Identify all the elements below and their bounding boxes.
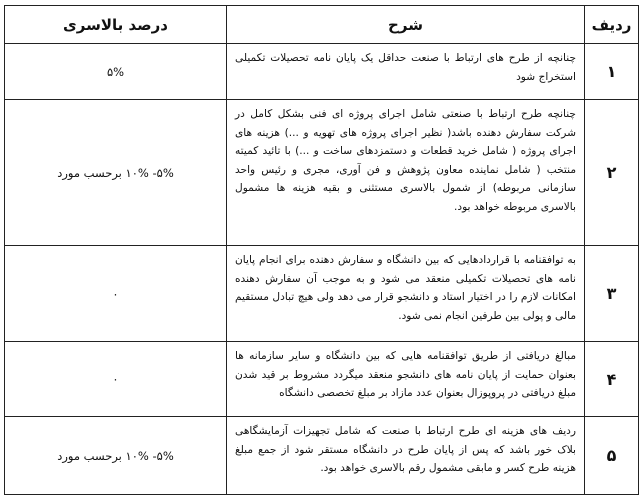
row-overhead-percent: ۵% <box>5 44 227 100</box>
row-number: ۳ <box>585 246 639 342</box>
row-overhead-percent: ۵%- ۱۰% برحسب مورد <box>5 100 227 246</box>
row-number: ۵ <box>585 417 639 495</box>
row-number: ۲ <box>585 100 639 246</box>
header-overhead-percent: درصد بالاسری <box>5 6 227 44</box>
overhead-table <box>4 5 639 495</box>
row-number: ۴ <box>585 342 639 417</box>
header-row <box>5 6 639 44</box>
table-row <box>5 342 639 417</box>
row-description: مبالغ دریافتی از طریق توافقنامه هایی که بین دانشگاه و سایر سازمانه ها بعنوان حمایت از پایان نامه های دانشجو منعقد میگردد مشروط بر قید شدن مبلغ دریافتی در پروپوزال بعنوان عدد مازاد بر مبلغ تخصصی دانشگاه <box>227 342 585 417</box>
table-row <box>5 44 639 100</box>
table-row <box>5 246 639 342</box>
header-row-number: ردیف <box>585 6 639 44</box>
table-row <box>5 417 639 495</box>
row-number: ۱ <box>585 44 639 100</box>
row-overhead-percent: ۵%- ۱۰% برحسب مورد <box>5 417 227 495</box>
row-description: چنانچه طرح ارتباط با صنعتی شامل اجرای پروژه ای فنی بشکل کامل در شرکت سفارش دهنده باشد( نظیر اجرای پروژه های تهویه و ...) هزینه های اجرای پروژه ( شامل خرید قطعات و دستمزدهای ساخت و ...) با تائید کمیته منتخب ( شامل نماینده معاون پژوهش و فن آوری، مجری و رئیس واحد سازمانی مربوطه) از شمول بالاسری مستثنی و بقیه هزینه ها مشمول بالاسری مربوطه خواهد بود. <box>227 100 585 246</box>
row-description: به توافقنامه با قراردادهایی که بین دانشگاه و سفارش دهنده برای انجام پایان نامه های تحصیلات تکمیلی منعقد می شود و به موجب آن سفارش دهنده امکانات لازم را در اختیار استاد و دانشجو قرار می دهد ولی هیچ تبادل مستقیم مالی و پولی بین طرفین انجام نمی شود. <box>227 246 585 342</box>
row-description: ردیف های هزینه ای طرح ارتباط با صنعت که شامل تجهیزات آزمایشگاهی بلاک خور باشد که پس از پایان طرح در دانشگاه مستقر شود از جمع مبلغ هزینه طرح کسر و مابقی مشمول رقم بالاسری خواهد بود. <box>227 417 585 495</box>
row-overhead-percent: ۰ <box>5 246 227 342</box>
row-description: چنانچه از طرح های ارتباط با صنعت حداقل یک پایان نامه تحصیلات تکمیلی استخراج شود <box>227 44 585 100</box>
row-overhead-percent: ۰ <box>5 342 227 417</box>
header-description: شرح <box>227 6 585 44</box>
table-row <box>5 100 639 246</box>
